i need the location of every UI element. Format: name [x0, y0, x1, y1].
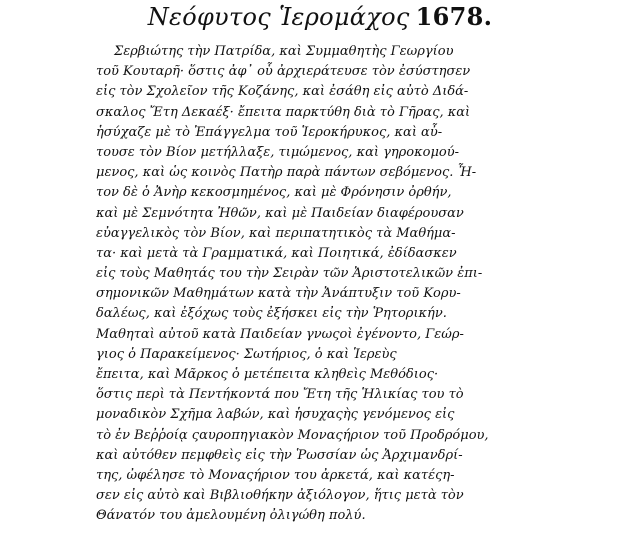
text-line: καὶ αὐτόθεν πεμφθεὶς εἰς τὴν Ῥωσσίαν ὡς Ἀρχιμανδρί- — [96, 447, 463, 463]
text-line: καὶ μὲ Σεμνότητα Ἠθῶν, καὶ μὲ Παιδείαν διαφέρουσαν — [96, 205, 464, 221]
text-line: Θάνατόν του ἀμελουμένη ὀλιγώθη πολύ. — [96, 508, 366, 524]
text-line: Μαθηταὶ αὐτοῦ κατὰ Παιδείαν γνωςοὶ ἐγένοντο, Γεώρ- — [96, 326, 464, 342]
text-line: σημονικῶν Μαθημάτων κατὰ τὴν Ἀνάπτυξιν τοῦ Κορυ- — [96, 286, 461, 302]
text-line: τουσε τὸν Βίον μετήλλαξε, τιμώμενος, καὶ γηροκομού- — [96, 144, 460, 160]
text-line: σκαλος Ἔτη Δεκαέξ· ἔπειτα παρκτύθη διὰ τὸ Γῆρας, καὶ — [96, 104, 471, 120]
text-line: τὸ ἐν Βεῤῥοίᾳ ςαυροπηγιακὸν Μοναςήριον τοῦ Προδρόμου, — [96, 427, 489, 443]
heading-year: 1678. — [415, 2, 493, 31]
text-line: εἰς τοὺς Μαθητάς του τὴν Σειρὰν τῶν Ἀριστοτελικῶν ἐπι- — [96, 266, 483, 282]
body-text — [96, 42, 634, 527]
text-line: τα· καὶ μετὰ τὰ Γραμματικά, καὶ Ποιητικά, ἐδίδασκεν — [96, 245, 457, 261]
text-line: μοναδικὸν Σχῆμα λαβών, καὶ ἡσυχαςὴς γενόμενος εἰς — [96, 407, 455, 423]
text-line: σεν εἰς αὐτὸ καὶ Βιβλιοθήκην ἀξιόλογον, ἥτις μετὰ τὸν — [96, 488, 464, 504]
text-line: ὅστις περὶ τὰ Πεντήκοντά που Ἔτη τῆς Ἡλικίας του τὸ — [96, 387, 464, 403]
text-line: ἡσύχαζε μὲ τὸ Ἐπάγγελμα τοῦ Ἱεροκήρυκος, καὶ αὖ- — [96, 124, 443, 140]
text-line: γιος ὁ Παρακείμενος· Σωτήριος, ὁ καὶ Ἱερεὺς — [96, 346, 397, 362]
text-line: ἔπειτα, καὶ Μᾶρκος ὁ μετέπειτα κληθεὶς Μεθόδιος· — [96, 367, 439, 382]
text-line: της, ὠφέλησε τὸ Μοναςήριον του ἀρκετά, καὶ κατέςη- — [96, 467, 455, 483]
text-line: εὐαγγελικὸς τὸν Βίον, καὶ περιπατητικὸς τὰ Μαθήμα- — [96, 225, 456, 241]
page-heading — [0, 2, 640, 32]
text-line: τον δὲ ὁ Ἀνὴρ κεκοσμημένος, καὶ μὲ Φρόνησιν ὀρθήν, — [96, 185, 452, 201]
text-line: τοῦ Κουταρῆ· ὅστις ἀφ᾽ οὗ ἀρχιεράτευσε τὸν ἐσύστησεν — [96, 64, 471, 80]
heading-name: Νεόφυτος Ἱερομάχος — [147, 3, 410, 31]
text-line: δαλέως, καὶ ἐξόχως τοὺς ἐξήσκει εἰς τὴν Ῥητορικήν. — [96, 306, 447, 322]
text-line: μενος, καὶ ὡς κοινὸς Πατὴρ παρὰ πάντων σεβόμενος. Ἦ- — [96, 165, 477, 181]
text-line: Σερβιώτης τὴν Πατρίδα, καὶ Συμμαθητὴς Γεωργίου — [114, 44, 454, 59]
text-line: εἰς τὸν Σχολεῖον τῆς Κοζάνης, καὶ ἐσάθη εἰς αὐτὸ Διδά- — [96, 84, 469, 100]
